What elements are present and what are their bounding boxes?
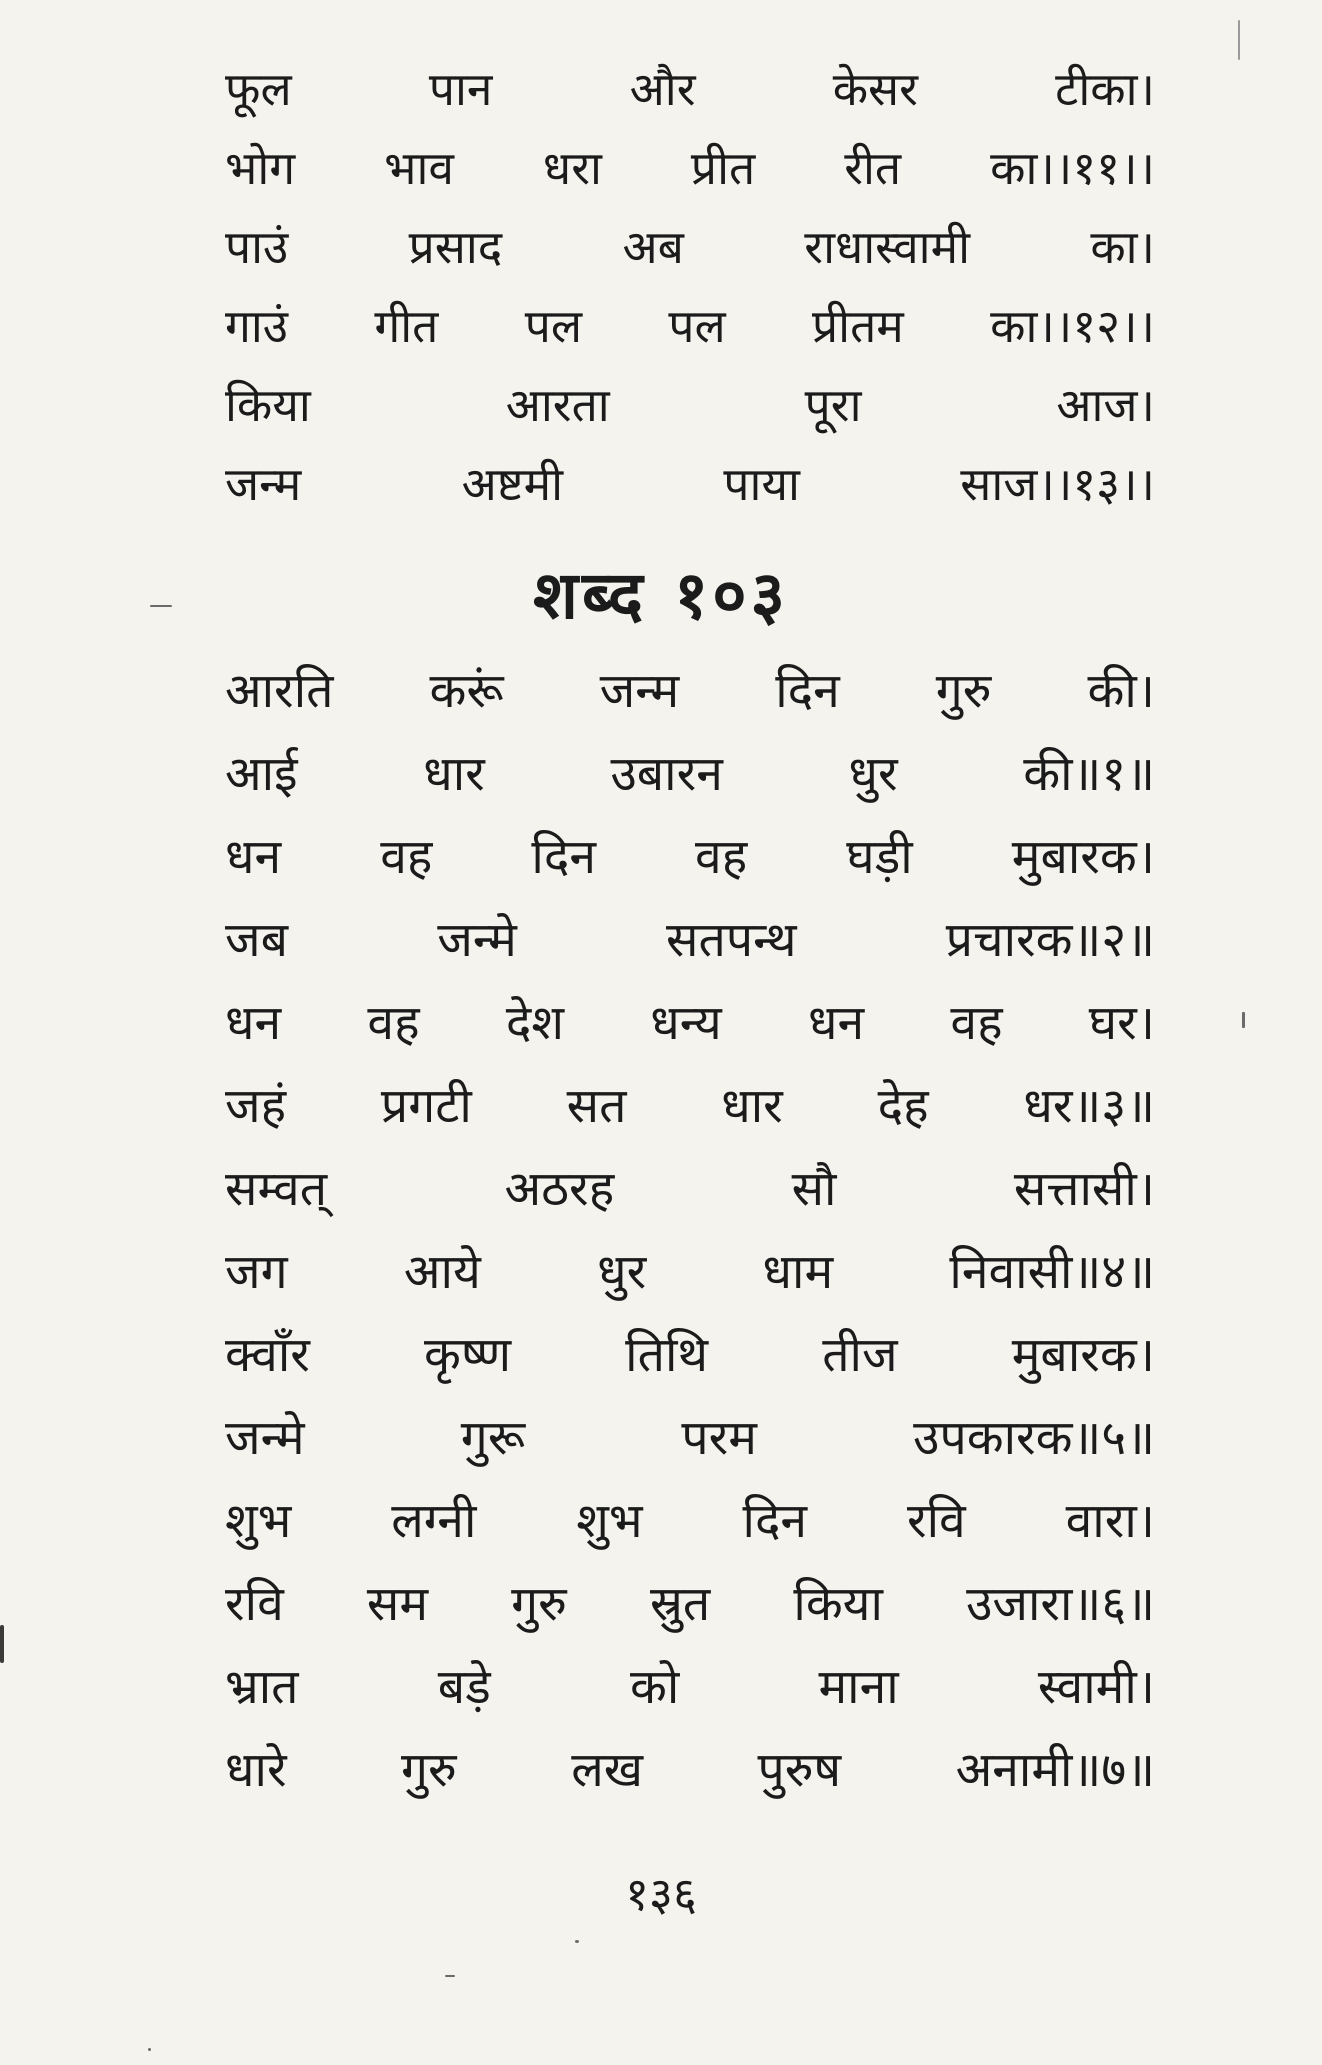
verse-word: तिथि <box>625 1327 709 1383</box>
verse-word: देश <box>505 995 564 1051</box>
verse-word: मुबारक। <box>1011 829 1155 885</box>
paper-speck <box>575 1940 579 1943</box>
verse-word: आरति <box>225 663 334 719</box>
verse-line <box>225 1397 1155 1480</box>
verse-line <box>225 1065 1155 1148</box>
verse-word: धन <box>225 829 282 885</box>
verse-word: पल <box>524 299 583 353</box>
verse-word: टीका। <box>1055 62 1155 116</box>
verse-word: और <box>629 62 696 116</box>
verse-word: भोग <box>225 141 296 195</box>
verse-word: परम <box>681 1410 757 1466</box>
verse-word: का। <box>1090 220 1155 274</box>
verse-word: गुरु <box>935 663 992 719</box>
verse-word: सम <box>366 1576 429 1632</box>
page-number: १३६ <box>625 1867 697 1921</box>
verse-word: उबारन <box>610 746 723 802</box>
verse-word: की। <box>1087 663 1155 719</box>
verse-word: केसर <box>832 62 918 116</box>
verse-word: तीज <box>822 1327 898 1383</box>
verse-line <box>225 445 1155 524</box>
verse-word: अनामी॥७॥ <box>955 1742 1155 1798</box>
section-heading: शब्द १०३ <box>533 557 789 634</box>
verse-word: जब <box>225 912 289 968</box>
verse-line <box>225 208 1155 287</box>
verse-word: सत <box>566 1078 627 1134</box>
verse-word: क्वाँर <box>225 1327 310 1383</box>
verse-word: प्रसाद <box>408 220 503 274</box>
verse-word: फूल <box>225 62 292 116</box>
main-stanza <box>225 650 1155 1812</box>
verse-word: आये <box>403 1244 481 1300</box>
verse-word: जन्मे <box>225 1410 305 1466</box>
verse-word: अठरह <box>504 1161 615 1217</box>
paper-speck <box>1238 20 1240 60</box>
verse-word: मुबारक। <box>1011 1327 1155 1383</box>
verse-word: रीत <box>844 141 902 195</box>
verse-line <box>225 982 1155 1065</box>
verse-word: रवि <box>906 1493 966 1549</box>
verse-word: शुभ <box>576 1493 643 1549</box>
verse-word: पान <box>428 62 493 116</box>
verse-word: की॥१॥ <box>1023 746 1155 802</box>
verse-word: धर॥३॥ <box>1023 1078 1155 1134</box>
verse-line <box>225 287 1155 366</box>
verse-word: धाम <box>762 1244 834 1300</box>
verse-word: वह <box>380 829 433 885</box>
verse-word: बड़े <box>437 1659 491 1715</box>
verse-word: दिन <box>742 1493 808 1549</box>
verse-word: अब <box>622 220 684 274</box>
verse-word: का।।११।। <box>990 141 1155 195</box>
verse-word: जन्म <box>225 457 302 511</box>
verse-word: गाउं <box>225 299 289 353</box>
verse-word: भाव <box>384 141 454 195</box>
verse-word: धरा <box>542 141 602 195</box>
paper-speck <box>1242 1012 1245 1028</box>
verse-word: सतपन्थ <box>666 912 797 968</box>
verse-line <box>225 816 1155 899</box>
verse-line <box>225 50 1155 129</box>
verse-word: स्रुत <box>649 1576 711 1632</box>
verse-word: धन <box>225 995 282 1051</box>
verse-word: उजारा॥६॥ <box>966 1576 1155 1632</box>
verse-word: शुभ <box>225 1493 292 1549</box>
verse-word: लग्नी <box>391 1493 477 1549</box>
verse-word: निवासी॥४॥ <box>949 1244 1155 1300</box>
verse-line <box>225 899 1155 982</box>
verse-word: साज।।१३।। <box>960 457 1155 511</box>
verse-word: माना <box>818 1659 899 1715</box>
verse-word: कृष्ण <box>424 1327 512 1383</box>
verse-word: आरता <box>505 378 610 432</box>
verse-word: धार <box>721 1078 783 1134</box>
verse-line <box>225 733 1155 816</box>
verse-word: करूं <box>429 663 504 719</box>
verse-word: धुर <box>848 746 898 802</box>
verse-word: भ्रात <box>225 1659 299 1715</box>
verse-word: सौ <box>791 1161 837 1217</box>
verse-word: पल <box>668 299 726 353</box>
verse-word: जन्म <box>599 663 680 719</box>
verse-word: किया <box>225 378 311 432</box>
verse-word: जन्मे <box>437 912 517 968</box>
top-stanza <box>225 50 1155 524</box>
verse-word: धन्य <box>650 995 722 1051</box>
verse-line <box>225 129 1155 208</box>
verse-line <box>225 650 1155 733</box>
verse-line <box>225 1646 1155 1729</box>
verse-word: पाया <box>723 457 800 511</box>
verse-word: पाउं <box>225 220 289 274</box>
verse-word: प्रीत <box>690 141 756 195</box>
verse-word: किया <box>793 1576 883 1632</box>
verse-word: उपकारक॥५॥ <box>913 1410 1155 1466</box>
verse-line <box>225 366 1155 445</box>
verse-word: स्वामी। <box>1037 1659 1155 1715</box>
verse-word: वारा। <box>1065 1493 1155 1549</box>
verse-line <box>225 1314 1155 1397</box>
verse-word: को <box>629 1659 680 1715</box>
verse-word: धुर <box>597 1244 647 1300</box>
paper-speck <box>0 1625 4 1663</box>
verse-word: गुरु <box>401 1742 457 1798</box>
verse-word: का।।१२।। <box>990 299 1155 353</box>
verse-word: सम्वत् <box>225 1161 328 1217</box>
verse-line <box>225 1729 1155 1812</box>
verse-line <box>225 1563 1155 1646</box>
verse-word: राधास्वामी <box>804 220 970 274</box>
verse-line <box>225 1148 1155 1231</box>
verse-word: दिन <box>531 829 596 885</box>
verse-word: प्रीतम <box>811 299 904 353</box>
paper-speck <box>148 2048 151 2051</box>
verse-word: धारे <box>225 1742 287 1798</box>
verse-word: गीत <box>374 299 439 353</box>
verse-word: रवि <box>225 1576 284 1632</box>
verse-word: धार <box>423 746 485 802</box>
verse-word: दिन <box>775 663 840 719</box>
verse-word: लख <box>571 1742 644 1798</box>
verse-word: पूरा <box>804 378 862 432</box>
verse-word: घर। <box>1088 995 1155 1051</box>
verse-line <box>225 1480 1155 1563</box>
verse-word: वह <box>950 995 1003 1051</box>
verse-word: पुरुष <box>757 1742 842 1798</box>
verse-word: आज। <box>1056 378 1155 432</box>
verse-word: जहं <box>225 1078 287 1134</box>
verse-word: देह <box>877 1078 929 1134</box>
verse-word: प्रगटी <box>380 1078 472 1134</box>
verse-word: वह <box>695 829 748 885</box>
verse-word: घड़ी <box>846 829 913 885</box>
paper-speck <box>150 605 172 607</box>
verse-word: जग <box>225 1244 288 1300</box>
verse-word: प्रचारक॥२॥ <box>945 912 1155 968</box>
verse-word: सत्तासी। <box>1013 1161 1155 1217</box>
verse-word: गुरु <box>511 1576 567 1632</box>
verse-word: आई <box>225 746 298 802</box>
verse-word: गुरू <box>460 1410 526 1466</box>
verse-line <box>225 1231 1155 1314</box>
verse-word: धन <box>807 995 865 1051</box>
paper-speck <box>445 1975 455 1977</box>
verse-word: अष्टमी <box>461 457 564 511</box>
verse-word: वह <box>367 995 420 1051</box>
